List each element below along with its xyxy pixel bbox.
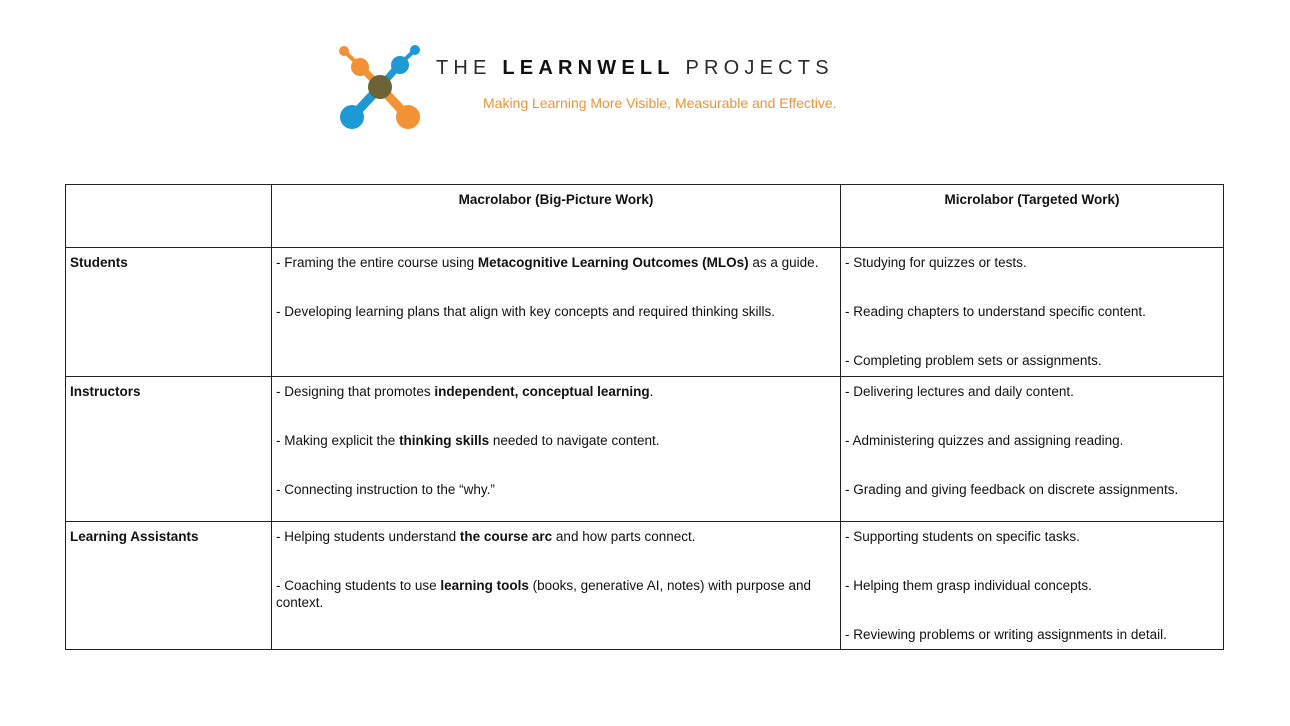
row-label-instructors: Instructors: [66, 377, 272, 522]
list-item: - Coaching students to use learning tools (books, generative AI, notes) with purpose and context.: [276, 578, 812, 610]
header: [336, 42, 936, 132]
brand-projects: PROJECTS: [685, 57, 834, 79]
column-header-macrolabor: Macrolabor (Big-Picture Work): [272, 185, 841, 248]
list-item: - Administering quizzes and assigning reading.: [845, 433, 1124, 448]
macro-cell: [272, 248, 841, 377]
brand-learnwell: LEARNWELL: [502, 57, 675, 79]
macro-cell: [272, 377, 841, 522]
micro-cell: [841, 377, 1224, 522]
list-item: - Developing learning plans that align with key concepts and required thinking skills.: [276, 304, 776, 319]
list-item: - Designing that promotes independent, conceptual learning.: [276, 384, 654, 399]
table-row: [66, 522, 1224, 650]
column-header-microlabor: Microlabor (Targeted Work): [841, 185, 1224, 248]
brand-name: [436, 57, 834, 80]
macro-cell: [272, 522, 841, 650]
list-item: - Reviewing problems or writing assignments in detail.: [845, 627, 1167, 642]
row-label-learning-assistants: Learning Assistants: [66, 522, 272, 650]
table-header-row: [66, 185, 1224, 248]
learnwell-logo-icon: [336, 42, 428, 132]
list-item: - Supporting students on specific tasks.: [845, 529, 1080, 544]
brand-the: THE: [436, 57, 492, 79]
micro-cell: [841, 248, 1224, 377]
list-item: - Connecting instruction to the “why.”: [276, 482, 495, 497]
corner-cell: [66, 185, 272, 248]
table-row: [66, 377, 1224, 522]
list-item: - Completing problem sets or assignments.: [845, 353, 1102, 368]
list-item: - Grading and giving feedback on discrete assignments.: [845, 482, 1179, 497]
labor-comparison-table: [65, 184, 1224, 650]
list-item: - Delivering lectures and daily content.: [845, 384, 1074, 399]
list-item: - Framing the entire course using Metacognitive Learning Outcomes (MLOs) as a guide.: [276, 255, 819, 270]
micro-cell: [841, 522, 1224, 650]
list-item: - Helping students understand the course arc and how parts connect.: [276, 529, 696, 544]
row-label-students: Students: [66, 248, 272, 377]
list-item: - Helping them grasp individual concepts.: [845, 578, 1092, 593]
list-item: - Making explicit the thinking skills needed to navigate content.: [276, 433, 660, 448]
table-row: [66, 248, 1224, 377]
list-item: - Reading chapters to understand specific content.: [845, 304, 1146, 319]
list-item: - Studying for quizzes or tests.: [845, 255, 1027, 270]
tagline: Making Learning More Visible, Measurable and Effective.: [483, 95, 837, 111]
